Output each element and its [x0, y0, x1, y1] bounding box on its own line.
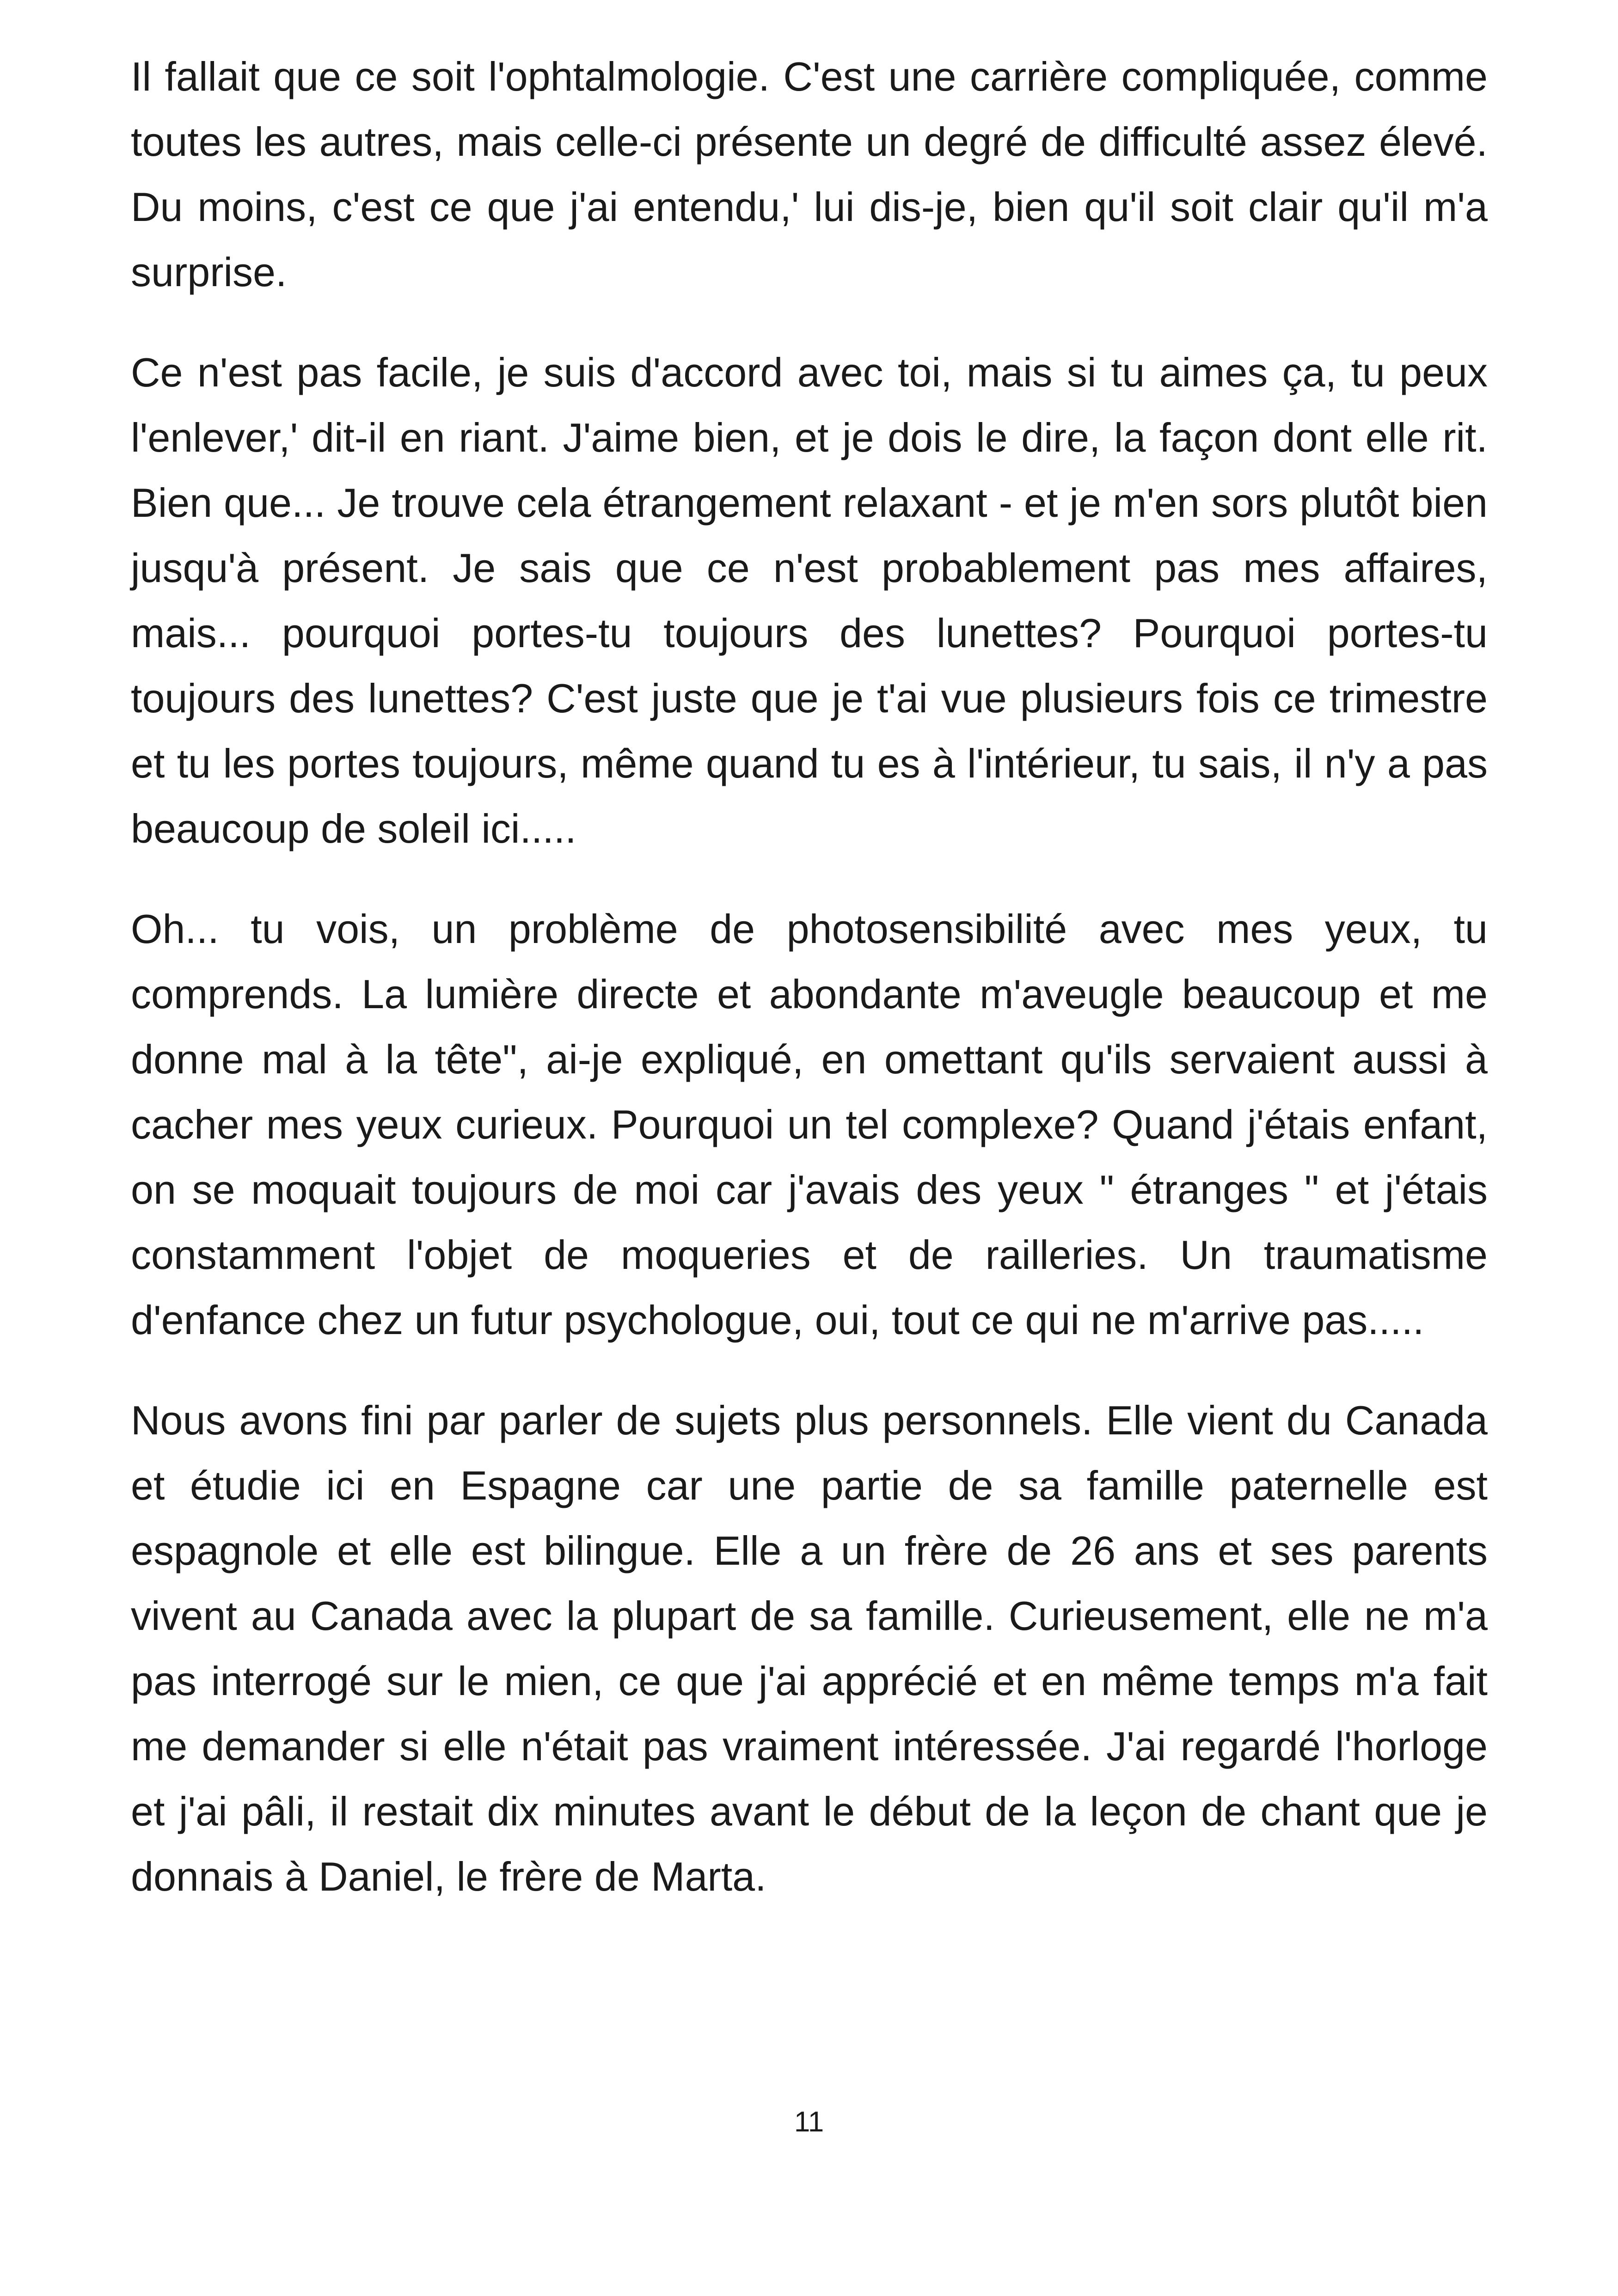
page-number: 11 — [794, 2106, 824, 2138]
paragraph-1: Il fallait que ce soit l'ophtalmologie. C'est une carrière compliquée, comme toutes les autres, mais celle-ci présente un degré de difficulté assez élevé. Du moins, c'est ce que j'ai entendu,' lui dis-je, bien qu'il soit clair qu'il m'a surprise. — [131, 54, 1488, 295]
paragraph-3: Oh... tu vois, un problème de photosensibilité avec mes yeux, tu comprends. La lumière directe et abondante m'aveugle beaucoup et me donne mal à la tête", ai-je expliqué, en omettant qu'ils servaient aussi à cacher mes yeux curieux. Pourquoi un tel complexe? Quand j'étais enfant, on se moquait toujours de moi car j'avais des yeux " étranges " et j'étais constamment l'objet de moqueries et de railleries. Un traumatisme d'enfance chez un futur psychologue, oui, tout ce qui ne m'arrive pas..... — [131, 906, 1488, 1343]
body-text — [131, 44, 1488, 1944]
paragraph-2: Ce n'est pas facile, je suis d'accord avec toi, mais si tu aimes ça, tu peux l'enlever,' dit-il en riant. J'aime bien, et je dois le dire, la façon dont elle rit. Bien que... Je trouve cela étrangement relaxant - et je m'en sors plutôt bien jusqu'à présent. Je sais que ce n'est probablement pas mes affaires, mais... pourquoi portes-tu toujours des lunettes? Pourquoi portes-tu toujours des lunettes? C'est juste que je t'ai vue plusieurs fois ce trimestre et tu les portes toujours, même quand tu es à l'intérieur, tu sais, il n'y a pas beaucoup de soleil ici..... — [131, 349, 1488, 851]
paragraph-4: Nous avons fini par parler de sujets plus personnels. Elle vient du Canada et étudie ici en Espagne car une partie de sa famille paternelle est espagnole et elle est bilingue. Elle a un frère de 26 ans et ses parents vivent au Canada avec la plupart de sa famille. Curieusement, elle ne m'a pas interrogé sur le mien, ce que j'ai apprécié et en même temps m'a fait me demander si elle n'était pas vraiment intéressée. J'ai regardé l'horloge et j'ai pâli, il restait dix minutes avant le début de la leçon de chant que je donnais à Daniel, le frère de Marta. — [131, 1397, 1488, 1899]
